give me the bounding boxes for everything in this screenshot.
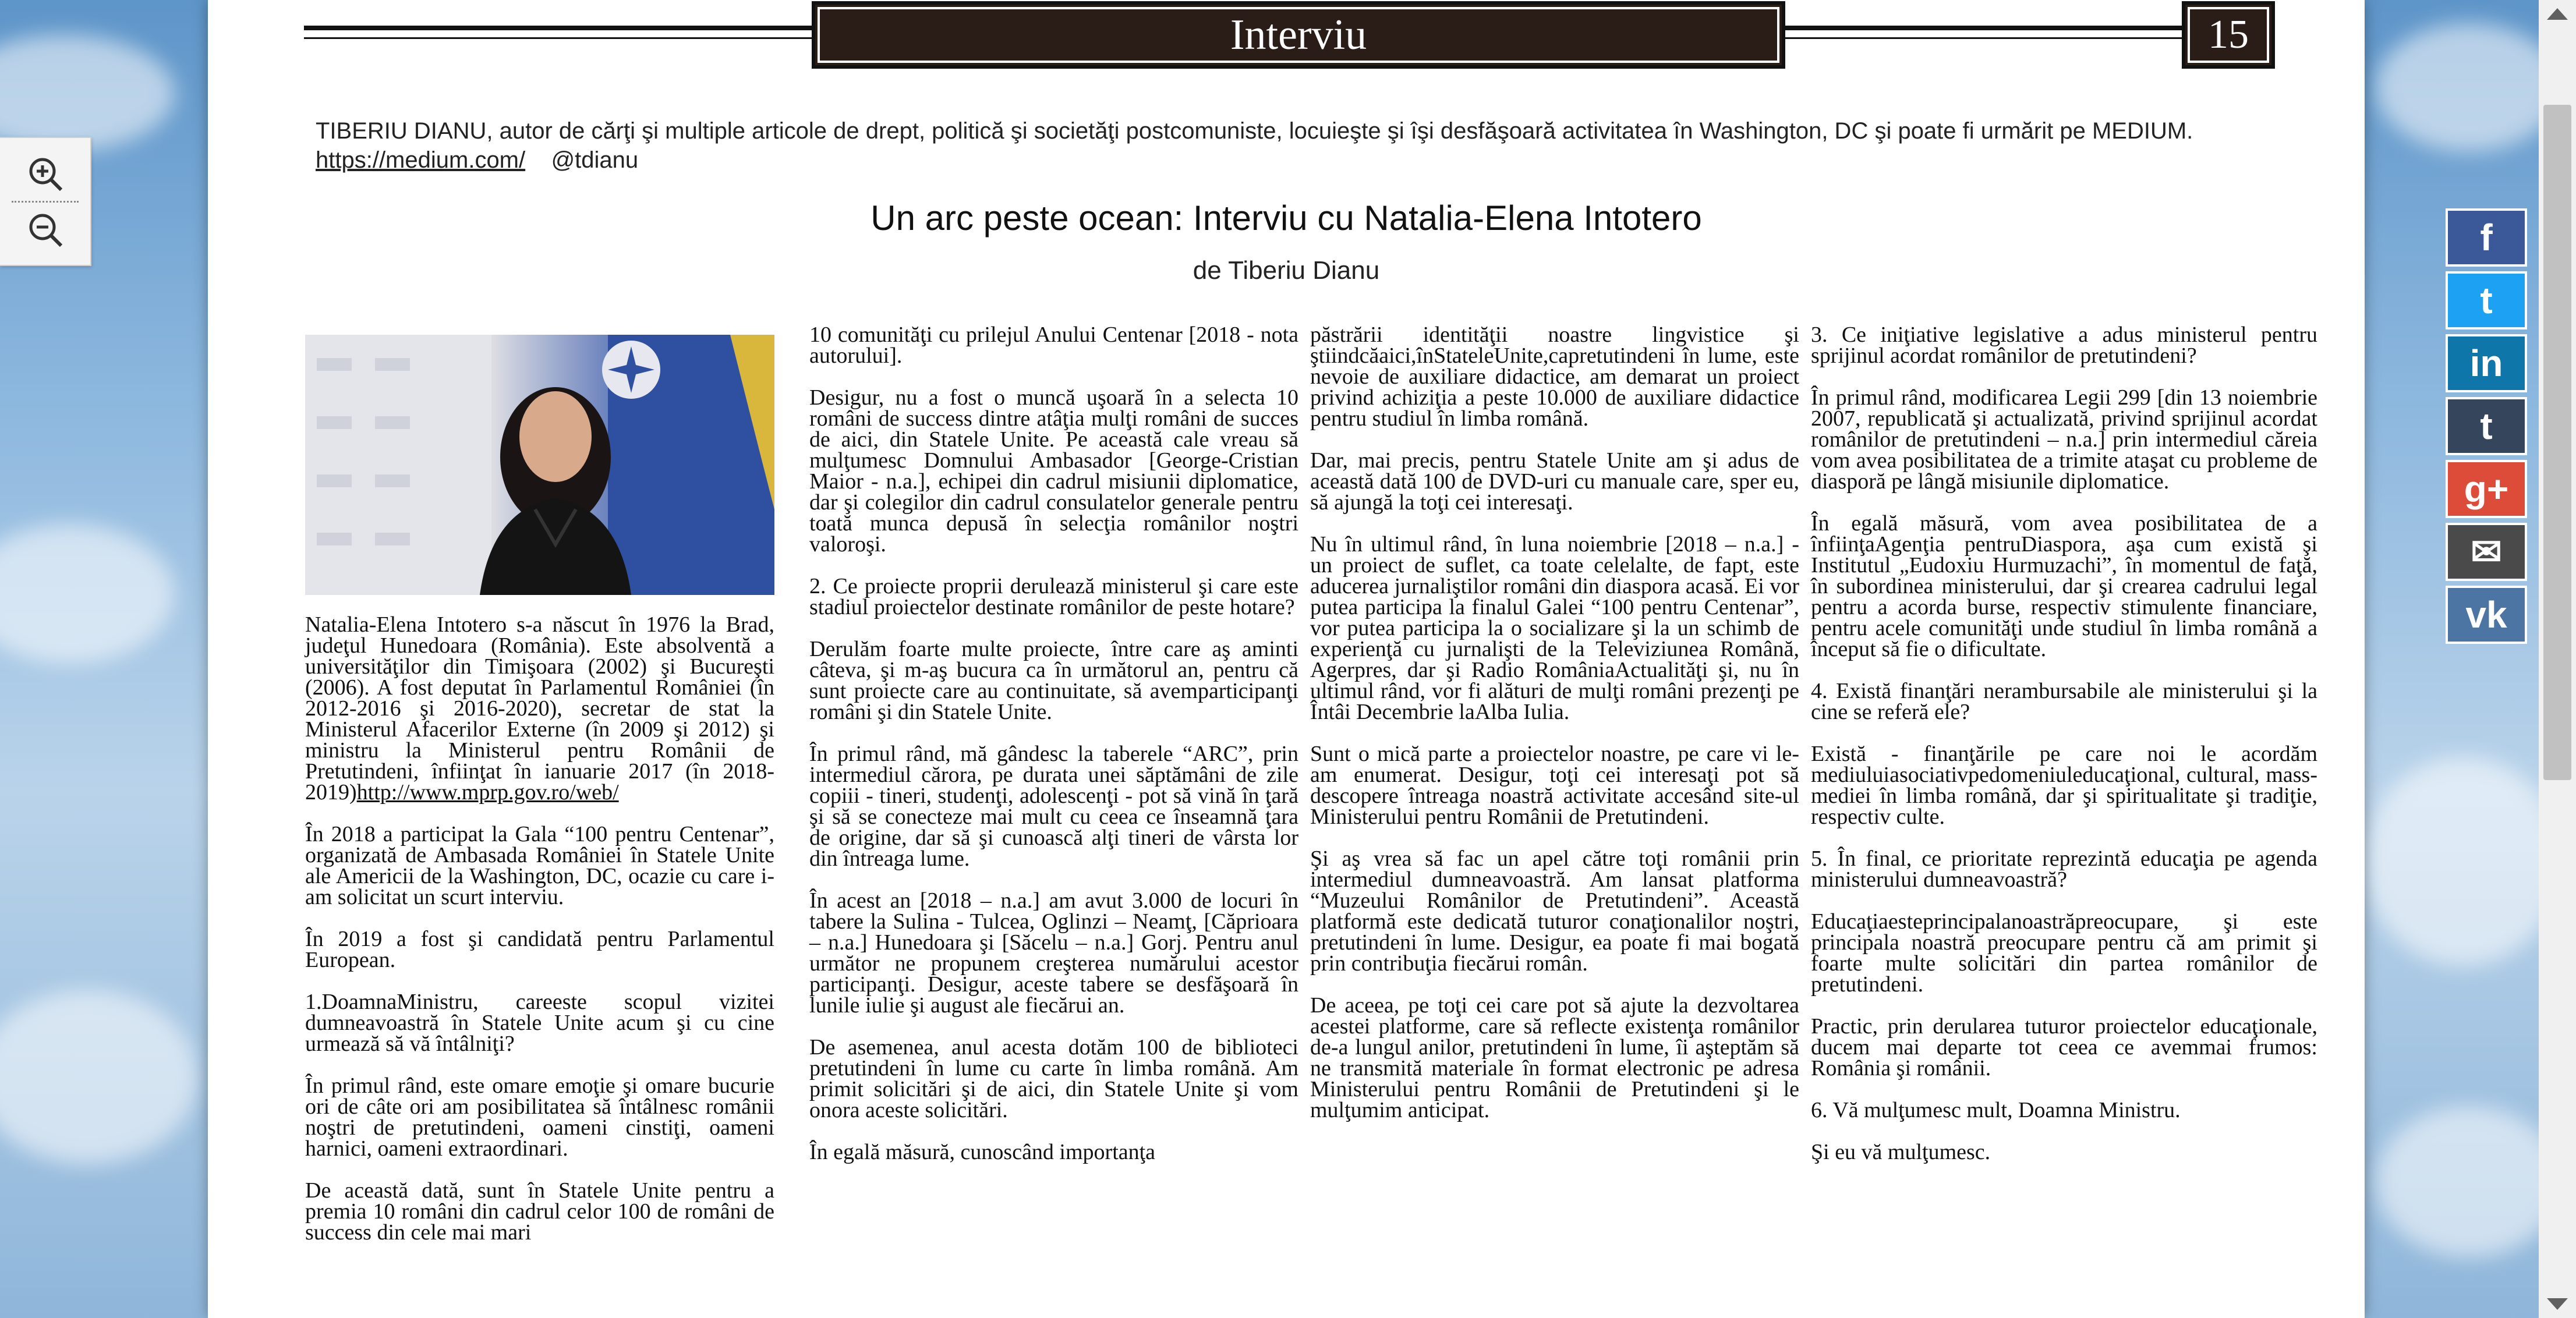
paragraph: Există - finanţările pe care noi le acordăm mediuluiasociativpedomeniuleducaţional, cultural, mass-mediei în limba română, dar şi spiritualitate şi tradiţie, respectiv culte. — [1811, 742, 2317, 829]
paragraph: În primul rând, este omare emoţie şi omare bucurie ori de câte ori am posibilitatea să întâlnesc românii noştri de pretutindeni, oameni cinstiţi, oameni harnici, oameni extraordinari. — [305, 1073, 774, 1161]
linkedin-share-button[interactable] — [2446, 334, 2527, 392]
article-column-3 — [1310, 324, 1799, 1142]
googleplus-icon: g+ — [2464, 468, 2509, 510]
paragraph: În primul rând, modificarea Legii 299 [din 13 noiembrie 2007, republicată şi actualizată, privind sprijinul acordat românilor de pretutindeni – n.a.] prin intermediul căreia vom avea posibilitatea de a trimite ataşat cu probleme de diasporă pe lângă misiunile diplomatice. — [1811, 385, 2317, 494]
twitter-share-button[interactable] — [2446, 271, 2527, 330]
article-column-2 — [809, 324, 1298, 1184]
paragraph: În acest an [2018 – n.a.] am avut 3.000 de locuri în tabere la Sulina - Tulcea, Oglinzi – Neamţ, [Căprioara – n.a.] Hunedoara şi [Săcelu – n.a.] Gorj. Pentru anul următor ne propunem creşterea numărului acestor participanţi. Desigur, aceste tabere se desfăşoară în lunile iulie şi august ale fiecărui an. — [809, 888, 1298, 1018]
question: 5. În final, ce prioritate reprezintă educaţia pe agenda ministerului dumneavoastră? — [1811, 846, 2317, 892]
section-banner: Interviu — [812, 1, 1785, 69]
article-column-1 — [305, 614, 774, 1264]
background-cloud — [0, 990, 198, 1164]
question: 4. Există finanţări nerambursabile ale ministerului şi la cine se referă ele? — [1811, 679, 2317, 724]
tumblr-icon: t — [2480, 405, 2493, 447]
zoom-out-icon — [25, 210, 66, 250]
paragraph: Derulăm foarte multe proiecte, între care aş aminti câteva, şi m-aş bucura ca în următorul an, pentru că sunt proiecte care au continuitate, să avemparticipanţi români şi din Statele Unite. — [809, 637, 1298, 724]
background-cloud — [2376, 23, 2562, 151]
article-column-4 — [1811, 324, 2317, 1184]
paragraph: În egală măsură, vom avea posibilitatea de a înfiinţaAgenţia pentruDiaspora, aşa cum există şi Institutul „Eudoxiu Hurmuzachi”, în momentul de faţă, în subordinea ministerului, dar şi crearea cadrului legal pentru a acorda burse, respectiv stimulente financiare, pentru acele comunităţi unde studiul în limba română a început să fie o dificultate. — [1811, 511, 2317, 661]
zoom-panel — [0, 137, 91, 266]
paragraph: De aceea, pe toţi cei care pot să ajute la dezvoltarea acestei platforme, care să reflecte existenţa românilor de-a lungul anilor, pretutindeni în lume, îi aşteptăm să ne transmită materiale în format electronic pe adresa Ministerului pentru Românii de Pretutindeni şi le mulţumim anticipat. — [1310, 993, 1799, 1122]
paragraph: În 2018 a participat la Gala “100 pentru Centenar”, organizată de Ambasada României în Statele Unite ale Americii de la Washington, DC, ocazie cu care i-am solicitat un scurt interviu. — [305, 822, 774, 909]
header-rule-right — [1780, 26, 2182, 30]
paragraph: Şi aş vrea să fac un apel către toţi românii prin intermediul dumneavoastră. Am lansat platforma “Muzeului Românilor de Pretutindeni”. Această platformă este dedicată tuturor conaţionalilor noştri, pretutindeni în lume. Desigur, ea poate fi mai bogată prin contribuţia fiecărui român. — [1310, 846, 1799, 976]
header-rule-right-thin — [1780, 37, 2182, 39]
paragraph: În egală măsură, cunoscând importanţa — [809, 1140, 1156, 1164]
portrait-photo — [305, 335, 774, 595]
paragraph: Sunt o mică parte a proiectelor noastre, pe care vi le-am enumerat. Desigur, toţi cei interesaţi pot să descopere întreaga noastră activitate accesând site-ul Ministerului pentru Românii de Pretutindeni. — [1310, 742, 1799, 829]
background-cloud — [0, 524, 175, 664]
question: 6. Vă mulţumesc mult, Doamna Ministru. — [1811, 1098, 2181, 1122]
background-cloud — [2364, 757, 2562, 966]
medium-link[interactable]: https://medium.com/ — [316, 147, 526, 173]
header-rule-left — [304, 26, 812, 30]
question: 1.DoamnaMinistru, careeste scopul vizitei dumneavoastră în Statele Unite acum şi cu cine urmează să vă întâlniţi? — [305, 990, 774, 1056]
zoom-divider — [12, 201, 79, 203]
email-share-button[interactable] — [2446, 523, 2527, 581]
ministry-link[interactable]: http://www.mprp.gov.ro/web/ — [356, 780, 619, 805]
paragraph: Dar, mai precis, pentru Statele Unite am şi adus de această dată 100 de DVD-uri cu manuale care, sper eu, să ajungă la toţi cei interesaţi. — [1310, 448, 1799, 515]
author-intro — [316, 116, 2237, 175]
paragraph: Desigur, nu a fost o muncă uşoară în a selecta 10 români de success dintre atâţia mulţi români de succes de aici, din Statele Unite. Pe această cale vreau să mulţumesc Domnului Ambasador [George-Cristian Maior - n.a.], echipei din cadrul misiunii diplomatice, dar şi colegilor din cadrul consulatelor generale pentru toată munca depusă în selecţia românilor noştri valoroşi. — [809, 385, 1298, 557]
facebook-icon: f — [2480, 217, 2493, 258]
email-icon: ✉ — [2471, 530, 2502, 573]
page-number: 15 — [2182, 1, 2275, 69]
social-share-bar — [2446, 208, 2532, 649]
scroll-up-arrow-icon[interactable] — [2547, 8, 2568, 20]
question: 3. Ce iniţiative legislative a adus ministerul pentru sprijinul acordat românilor de pretutindeni? — [1811, 323, 2317, 368]
googleplus-share-button[interactable] — [2446, 460, 2527, 518]
background-cloud — [2376, 1106, 2562, 1257]
paragraph: Practic, prin derularea tuturor proiectelor educaţionale, ducem mai departe tot ceea ce avemmai frumos: România şi românii. — [1811, 1014, 2317, 1080]
article-title: Un arc peste ocean: Interviu cu Natalia-Elena Intotero — [871, 199, 1702, 238]
zoom-in-icon — [25, 154, 66, 194]
paragraph: păstrării identităţii noastre lingvistice şi ştiindcăaici,înStateleUnite,capretutindeni în lume, este nevoie de auxiliare didactice, am demarat un proiect privind achiziţia a peste 10.000 de auxiliare didactice pentru studiul în limba română. — [1310, 323, 1799, 431]
zoom-in-button[interactable] — [16, 151, 75, 197]
tumblr-share-button[interactable] — [2446, 397, 2527, 455]
scrollbar-thumb[interactable] — [2543, 105, 2571, 780]
vk-icon: vk — [2465, 594, 2507, 636]
header-rule-left-thin — [304, 37, 812, 39]
paragraph: De această dată, sunt în Statele Unite pentru a premia 10 români din cadrul celor 100 de români de success din cele mai mari — [305, 1178, 774, 1245]
background-cloud — [0, 35, 175, 151]
vk-share-button[interactable] — [2446, 586, 2527, 644]
paragraph: Nu în ultimul rând, în luna noiembrie [2018 – n.a.] - un proiect de suflet, ca toate celelalte, de fapt, este aducerea jurnaliştilor români din diaspora acasă. Ei vor putea participa la finalul Galei “100 pentru Centenar”, vor putea participa la o socializare şi la un schimb de experienţă cu jurnalişti de la Televiziunea Română, Agerpres, dar şi Radio RomâniaActualităţi şi, nu în ultimul rând, vor fi alături de mulţi români prezenţi pe Întâi Decembrie laAlba Iulia. — [1310, 532, 1799, 724]
magazine-page — [208, 0, 2365, 1318]
paragraph: În 2019 a fost şi candidată pentru Parlamentul European. — [305, 927, 774, 972]
facebook-share-button[interactable] — [2446, 208, 2527, 267]
paragraph: Şi eu vă mulţumesc. — [1811, 1140, 1991, 1164]
author-intro-text: TIBERIU DIANU, autor de cărţi şi multiple articole de drept, politică şi societăţi postcomuniste, locuieşte şi îşi desfăşoară activitatea în Washington, DC şi poate fi urmărit pe MEDIUM. — [316, 118, 2193, 144]
bio-paragraph — [305, 614, 774, 803]
paragraph: În primul rând, mă gândesc la taberele “ARC”, prin intermediul cărora, pe durata unei săptămâni de zile copiii - tineri, studenţi, adolescenţi - pot să vină în ţară şi să se conecteze mai mult cu ceea ce înseamnă ţara de origine, dar să şi cunoască alţi tineri de vârsta lor din întreaga lume. — [809, 742, 1298, 871]
portrait-illustration — [305, 335, 774, 595]
twitter-icon: t — [2480, 279, 2493, 321]
article-byline: de Tiberiu Dianu — [1193, 256, 1380, 285]
zoom-out-button[interactable] — [16, 207, 75, 253]
scrollbar[interactable] — [2539, 0, 2576, 1318]
paragraph: 10 comunităţi cu prilejul Anului Centenar [2018 - nota autorului]. — [809, 323, 1298, 368]
bio-text: Natalia-Elena Intotero s-a născut în 1976 la Brad, judeţul Hunedoara (România). Este absolventă a universităţilor din Timişoara (2002) şi Bucureşti (2006). A fost deputat în Parlamentul României (în 2012-2016 şi 2016-2020), secretar de stat la Ministerul Afacerilor Externe (în 2009 şi 2012) şi ministru la Ministerul pentru Românii de Pretutindeni, înfiinţat în ianuarie 2017 (în 2018-2019) — [305, 612, 774, 805]
scroll-down-arrow-icon[interactable] — [2547, 1298, 2568, 1310]
linkedin-icon: in — [2469, 342, 2503, 384]
question: 2. Ce proiecte proprii derulează ministerul şi care este stadiul proiectelor destinate românilor de peste hotare? — [809, 574, 1298, 619]
paragraph: De asemenea, anul acesta dotăm 100 de biblioteci pretutindeni în lume cu carte în limba română. Am primit solicitări şi de aici, din Statele Unite şi vom onora aceste solicitări. — [809, 1035, 1298, 1122]
paragraph: Educaţiaesteprincipalanoastrăpreocupare, şi este principala noastră preocupare pentru că am primit şi foarte multe solicitări din partea românilor de pretutindeni. — [1811, 909, 2317, 997]
author-handle: @tdianu — [551, 147, 639, 173]
